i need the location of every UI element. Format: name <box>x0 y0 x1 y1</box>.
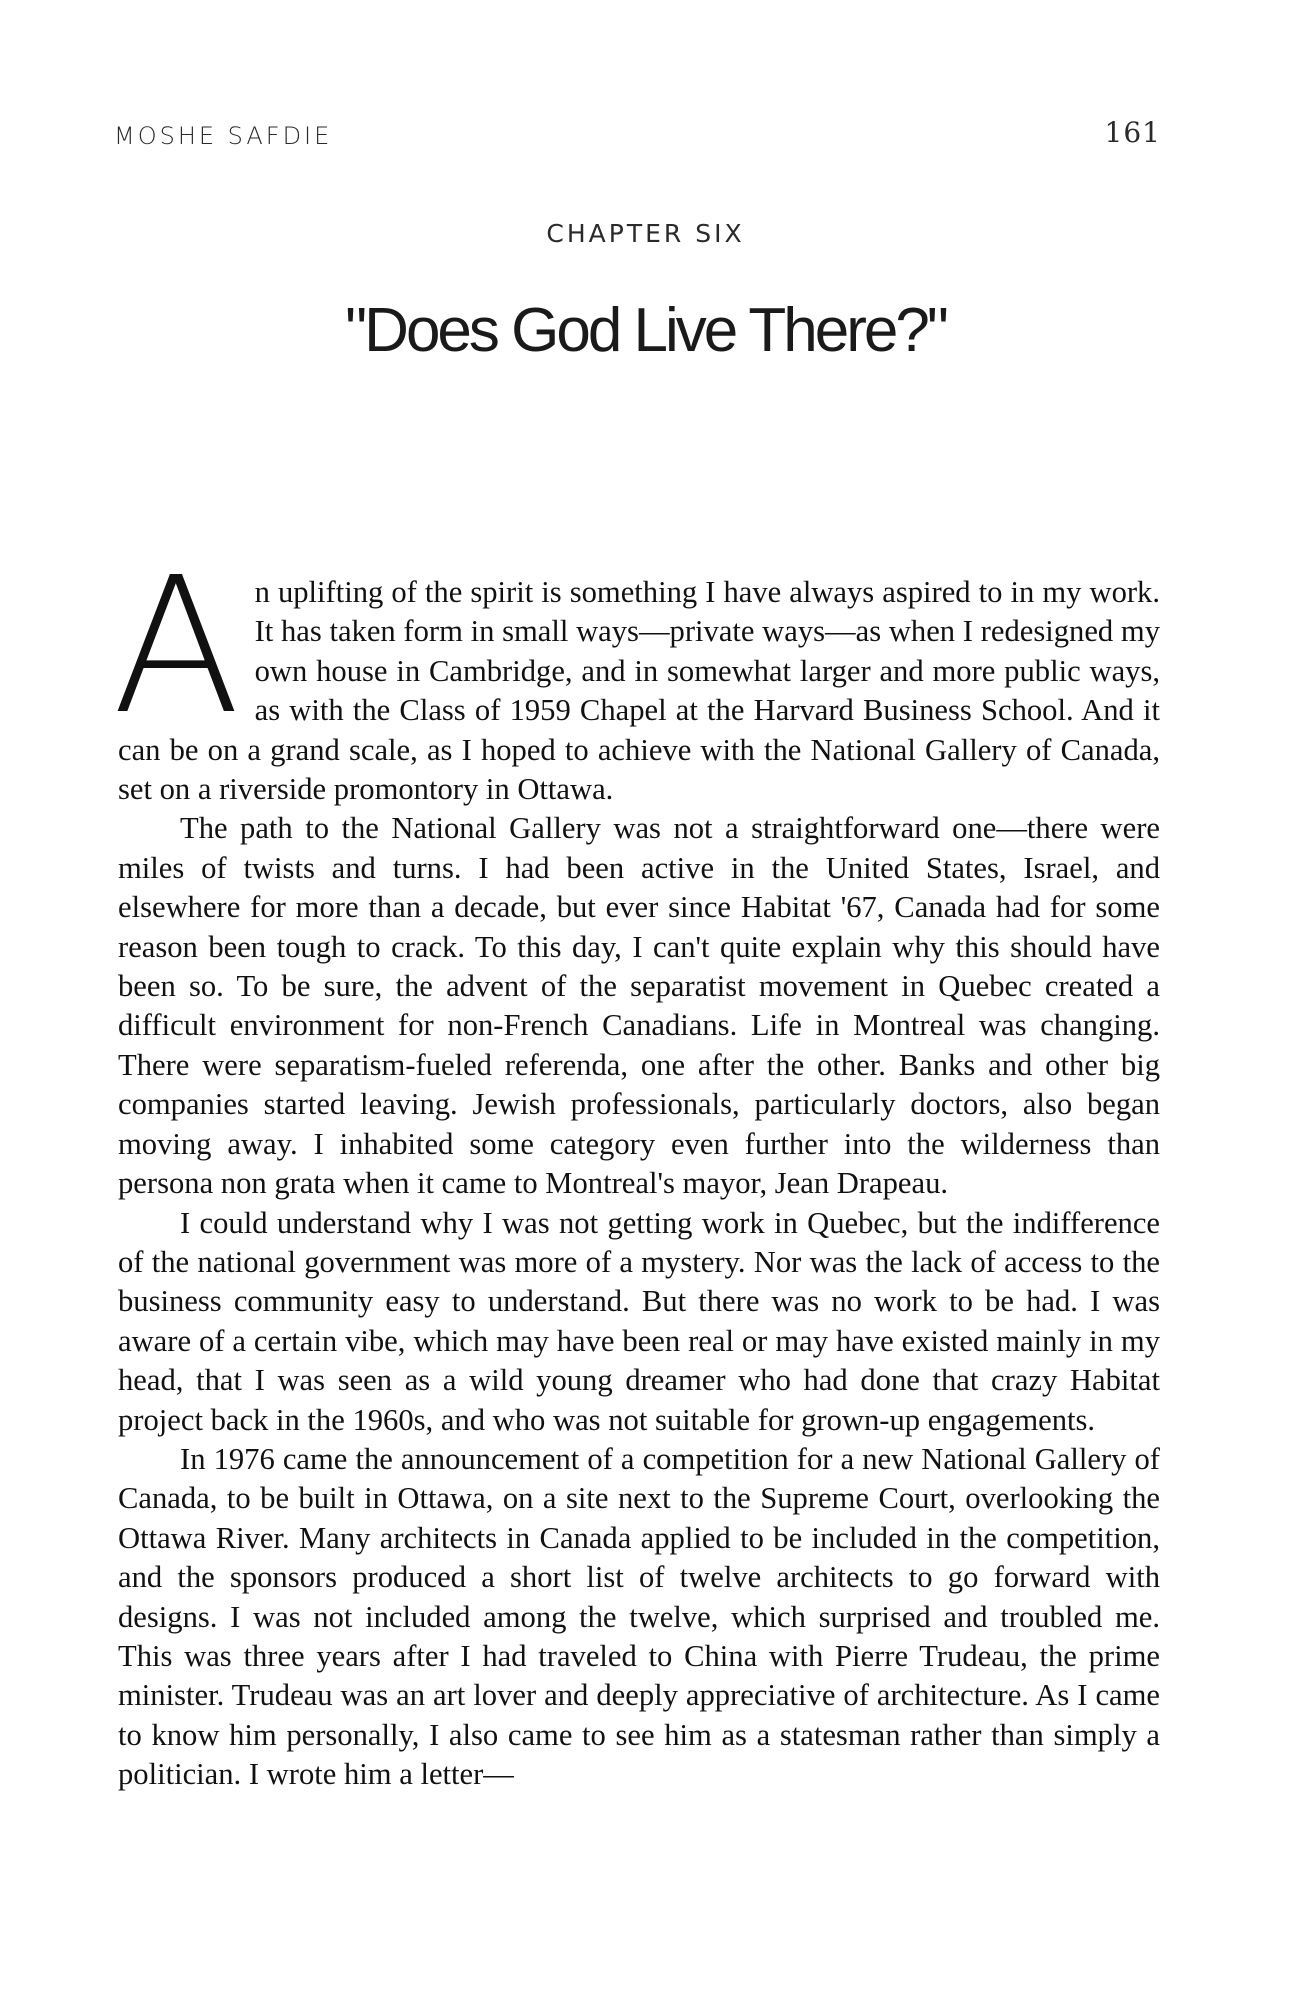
paragraph-4: In 1976 came the announcement of a competition for a new National Gallery of Canada, to be built in Ottawa, on a site next to the Supreme Court, overlooking the Ottawa River. Many architects in Canada applied to be included in the competition, and the sponsors produced a short list of twelve architects to go forward with designs. I was not included among the twelve, which surprised and troubled me. This was three years after I had traveled to China with Pierre Trudeau, the prime minister. Trudeau was an art lover and deeply appreciative of architecture. As I came to know him personally, I also came to see him as a statesman rather than simply a politician. I wrote him a letter— <box>118 1441 1160 1792</box>
paragraph-2: The path to the National Gallery was not a straightforward one—there were miles of twists and turns. I had been active in the United States, Israel, and elsewhere for more than a decade, but ever since Habitat '67, Canada had for some reason been tough to crack. To this day, I can't quite explain why this should have been so. To be sure, the advent of the separatist movement in Quebec created a difficult environment for non-French Canadians. Life in Montreal was changing. There were separatism-fueled referenda, one after the other. Banks and other big companies started leaving. Jewish professionals, particularly doctors, also began moving away. I inhabited some category even further into the wilderness than persona non grata when it came to Montreal's mayor, Jean Drapeau. <box>118 811 1160 1201</box>
page-number: 161 <box>1104 116 1161 149</box>
chapter-title: "Does God Live There?" <box>345 296 946 365</box>
paragraph-1-text: n uplifting of the spirit is something I have always aspired to in my work. It has taken form in small ways—private ways—as when I redesigned my own house in Cambridge, and in somewhat larger and more public ways, as with the Class of 1959 Chapel at the Harvard Business School. And it can be on a grand scale, as I hoped to achieve with the National Gallery of Canada, set on a riverside promontory in Ottawa. <box>118 575 1160 807</box>
paragraph-1 <box>112 537 1160 809</box>
body-text <box>112 537 1160 1795</box>
paragraph-3: I could understand why I was not getting work in Quebec, but the indifference of the national government was more of a mystery. Nor was the lack of access to the business community easy to understand. But there was no work to be had. I was aware of a certain vibe, which may have been real or may have existed mainly in my head, that I was seen as a wild young dreamer who had done that crazy Habitat project back in the 1960s, and who was not suitable for grown-up engagements. <box>118 1205 1160 1437</box>
running-head: MOSHE SAFDIE <box>114 122 333 150</box>
chapter-label: CHAPTER SIX <box>546 219 745 248</box>
drop-cap: A <box>112 537 241 756</box>
